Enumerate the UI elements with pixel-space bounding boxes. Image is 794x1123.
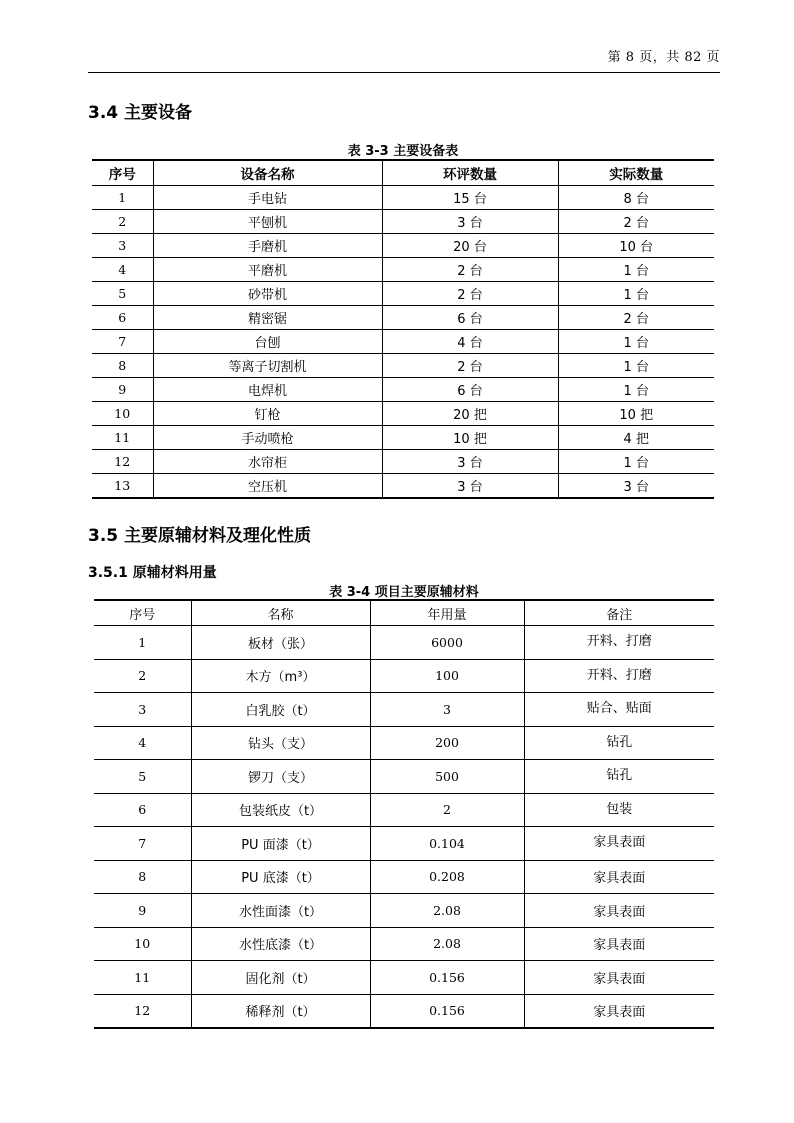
- table-cell: 2 台: [558, 210, 714, 234]
- table-cell: 15 台: [382, 186, 558, 210]
- table-cell: 4: [94, 726, 191, 760]
- table-cell: 水性面漆（t）: [191, 894, 370, 928]
- table-row: [94, 894, 714, 928]
- column-header: 名称: [191, 600, 370, 626]
- table-row: [92, 426, 714, 450]
- table-row: [92, 186, 714, 210]
- main-equipment-table: [92, 159, 714, 499]
- table-row: [94, 793, 714, 827]
- table-cell: 2: [94, 659, 191, 693]
- table-cell: 水性底漆（t）: [191, 927, 370, 961]
- table-cell: 2.08: [370, 894, 524, 928]
- table-cell: 7: [94, 827, 191, 861]
- table-cell: 9: [94, 894, 191, 928]
- table-cell: 家具表面: [524, 961, 714, 995]
- column-header: 设备名称: [153, 160, 382, 186]
- table-cell: 白乳胶（t）: [191, 693, 370, 727]
- table-cell: 开料、打磨: [524, 626, 714, 660]
- table-cell: 20 把: [382, 402, 558, 426]
- table-cell: 钉枪: [153, 402, 382, 426]
- table-cell: 1 台: [558, 282, 714, 306]
- table-cell: 1 台: [558, 354, 714, 378]
- table-cell: 0.208: [370, 860, 524, 894]
- table-cell: 手电钻: [153, 186, 382, 210]
- table-3-3-caption: 表 3-3 主要设备表: [347, 144, 459, 159]
- table-cell: 10 把: [382, 426, 558, 450]
- table-cell: 12: [94, 994, 191, 1028]
- table-cell: 1 台: [558, 330, 714, 354]
- table-cell: 锣刀（支）: [191, 760, 370, 794]
- table-cell: 1: [92, 186, 153, 210]
- table-row: [92, 258, 714, 282]
- table-cell: 2 台: [382, 354, 558, 378]
- table-cell: 3: [94, 693, 191, 727]
- table-cell: 等离子切割机: [153, 354, 382, 378]
- table-row: [94, 659, 714, 693]
- table-cell: 家具表面: [524, 994, 714, 1028]
- column-header: 年用量: [370, 600, 524, 626]
- table-row: [92, 210, 714, 234]
- table-cell: 台刨: [153, 330, 382, 354]
- table-cell: 2: [92, 210, 153, 234]
- table-cell: 家具表面: [524, 927, 714, 961]
- table-cell: 家具表面: [524, 827, 714, 861]
- table-cell: 500: [370, 760, 524, 794]
- section-heading-3-5-1: 3.5.1 原辅材料用量: [88, 565, 217, 581]
- table-cell: 8: [94, 860, 191, 894]
- table-cell: 0.104: [370, 827, 524, 861]
- table-cell: 6: [94, 793, 191, 827]
- table-cell: 4 台: [382, 330, 558, 354]
- table-cell: 2: [370, 793, 524, 827]
- table-cell: 7: [92, 330, 153, 354]
- column-header: 备注: [524, 600, 714, 626]
- table-cell: 9: [92, 378, 153, 402]
- table-cell: 10 台: [558, 234, 714, 258]
- table-cell: 12: [92, 450, 153, 474]
- table-cell: 11: [92, 426, 153, 450]
- table-cell: 稀释剂（t）: [191, 994, 370, 1028]
- table-cell: 2 台: [382, 258, 558, 282]
- table-row: [92, 282, 714, 306]
- header-divider: [88, 72, 720, 73]
- table-row: [94, 961, 714, 995]
- table-cell: 平刨机: [153, 210, 382, 234]
- table-cell: 3 台: [382, 474, 558, 498]
- table-cell: 3 台: [382, 450, 558, 474]
- table-cell: 4 把: [558, 426, 714, 450]
- table-cell: PU 底漆（t）: [191, 860, 370, 894]
- table-cell: 3 台: [382, 210, 558, 234]
- table-cell: 手磨机: [153, 234, 382, 258]
- table-cell: 木方（m³）: [191, 659, 370, 693]
- table-cell: 包装纸皮（t）: [191, 793, 370, 827]
- table-row: [92, 378, 714, 402]
- table-3-4-caption: 表 3-4 项目主要原辅材料: [329, 585, 479, 600]
- table-row: [94, 626, 714, 660]
- table-cell: 水帘柜: [153, 450, 382, 474]
- column-header: 序号: [92, 160, 153, 186]
- table-cell: 200: [370, 726, 524, 760]
- table-cell: 1 台: [558, 258, 714, 282]
- table-cell: 10 把: [558, 402, 714, 426]
- table-cell: 1: [94, 626, 191, 660]
- table-cell: 6 台: [382, 378, 558, 402]
- raw-materials-table: [94, 599, 714, 1029]
- table-cell: 砂带机: [153, 282, 382, 306]
- table-cell: 开料、打磨: [524, 659, 714, 693]
- table-cell: 手动喷枪: [153, 426, 382, 450]
- table-cell: PU 面漆（t）: [191, 827, 370, 861]
- table-row: [92, 402, 714, 426]
- table-row: [94, 726, 714, 760]
- table-row: [92, 234, 714, 258]
- table-cell: 4: [92, 258, 153, 282]
- table-cell: 家具表面: [524, 860, 714, 894]
- table-cell: 平磨机: [153, 258, 382, 282]
- table-cell: 3: [92, 234, 153, 258]
- table-cell: 5: [94, 760, 191, 794]
- table-row: [94, 860, 714, 894]
- table-cell: 板材（张）: [191, 626, 370, 660]
- table-cell: 0.156: [370, 994, 524, 1028]
- table-cell: 钻孔: [524, 726, 714, 760]
- table-cell: 精密锯: [153, 306, 382, 330]
- table-cell: 6000: [370, 626, 524, 660]
- table-row: [92, 330, 714, 354]
- table-cell: 2 台: [558, 306, 714, 330]
- table-cell: 8 台: [558, 186, 714, 210]
- table-row: [94, 994, 714, 1028]
- table-cell: 8: [92, 354, 153, 378]
- table-cell: 11: [94, 961, 191, 995]
- table-cell: 钻孔: [524, 760, 714, 794]
- table-row: [94, 760, 714, 794]
- table-cell: 1 台: [558, 378, 714, 402]
- table-cell: 10: [94, 927, 191, 961]
- table-row: [92, 306, 714, 330]
- table-row: [92, 354, 714, 378]
- table-cell: 5: [92, 282, 153, 306]
- table-cell: 贴合、贴面: [524, 693, 714, 727]
- column-header: 实际数量: [558, 160, 714, 186]
- table-cell: 10: [92, 402, 153, 426]
- table-cell: 固化剂（t）: [191, 961, 370, 995]
- table-cell: 3: [370, 693, 524, 727]
- table-cell: 13: [92, 474, 153, 498]
- table-cell: 3 台: [558, 474, 714, 498]
- section-heading-3-5: 3.5 主要原辅材料及理化性质: [88, 526, 312, 546]
- table-cell: 100: [370, 659, 524, 693]
- table-row: [92, 450, 714, 474]
- table-cell: 0.156: [370, 961, 524, 995]
- section-heading-3-4: 3.4 主要设备: [88, 103, 193, 123]
- table-cell: 6 台: [382, 306, 558, 330]
- table-cell: 6: [92, 306, 153, 330]
- table-row: [94, 693, 714, 727]
- table-cell: 2 台: [382, 282, 558, 306]
- table-cell: 2.08: [370, 927, 524, 961]
- table-cell: 电焊机: [153, 378, 382, 402]
- table-cell: 钻头（支）: [191, 726, 370, 760]
- table-cell: 空压机: [153, 474, 382, 498]
- column-header: 序号: [94, 600, 191, 626]
- table-row: [94, 927, 714, 961]
- table-cell: 20 台: [382, 234, 558, 258]
- table-row: [94, 827, 714, 861]
- table-cell: 1 台: [558, 450, 714, 474]
- table-cell: 包装: [524, 793, 714, 827]
- column-header: 环评数量: [382, 160, 558, 186]
- table-cell: 家具表面: [524, 894, 714, 928]
- page-number-header: 第 8 页，共 82 页: [607, 50, 720, 65]
- table-row: [92, 474, 714, 498]
